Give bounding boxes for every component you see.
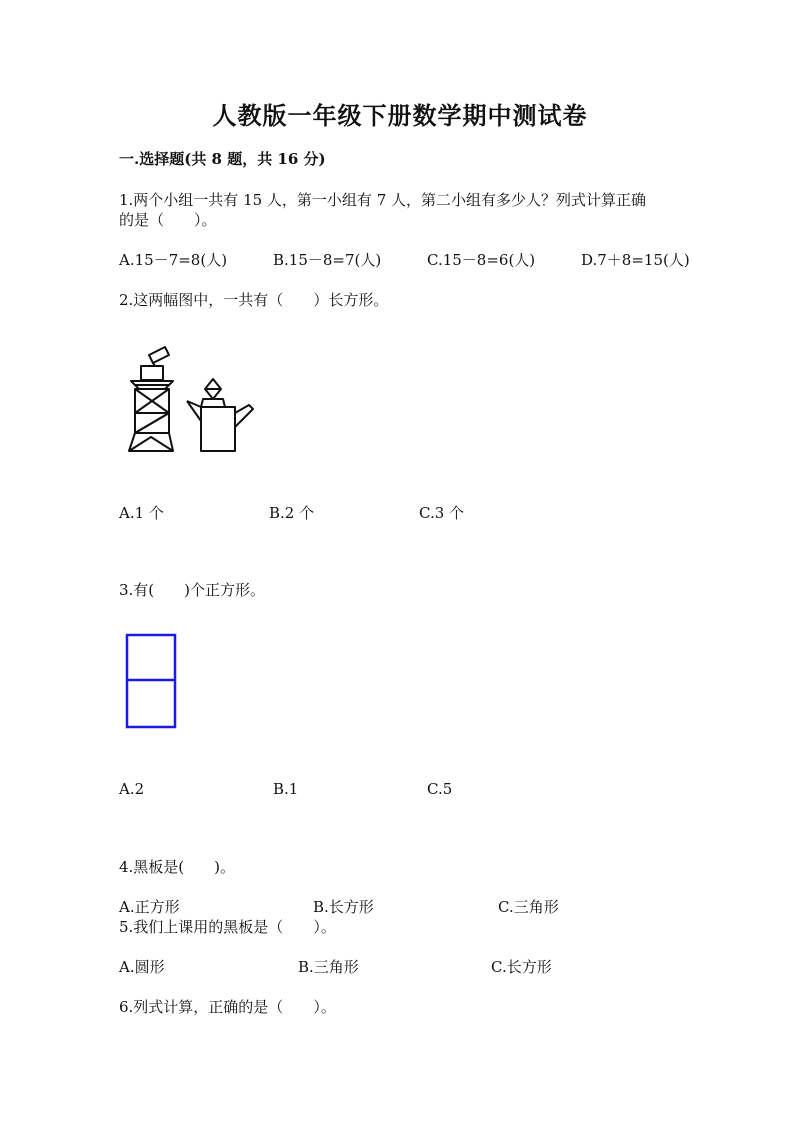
question-5-option-c[interactable]: C.长方形 xyxy=(491,958,552,976)
question-3-option-b[interactable]: B.1 xyxy=(273,780,299,798)
question-3-option-a[interactable]: A.2 xyxy=(119,780,145,798)
question-1-option-d[interactable]: D.7＋8=15(人) xyxy=(581,251,690,269)
tangram-figures-image xyxy=(125,343,260,458)
question-5-text: 5.我们上课用的黑板是（ ）。 xyxy=(119,918,336,936)
question-4-text: 4.黑板是( )。 xyxy=(119,858,236,876)
tangram-figure-right xyxy=(187,379,253,451)
question-1-option-b[interactable]: B.15－8=7(人) xyxy=(273,251,382,269)
question-4-option-b[interactable]: B.长方形 xyxy=(313,898,374,916)
question-2-option-b[interactable]: B.2 个 xyxy=(269,504,315,522)
question-1-option-c[interactable]: C.15－8=6(人) xyxy=(427,251,536,269)
page-title: 人教版一年级下册数学期中测试卷 xyxy=(212,101,588,130)
question-4-option-a[interactable]: A.正方形 xyxy=(119,898,180,916)
question-5-option-a[interactable]: A.圆形 xyxy=(119,958,165,976)
tangram-figure-left xyxy=(129,347,173,451)
two-stacked-squares-image xyxy=(124,632,180,730)
question-3-option-c[interactable]: C.5 xyxy=(427,780,453,798)
question-2-option-c[interactable]: C.3 个 xyxy=(419,504,465,522)
question-1-text-line-2: 的是（ ）。 xyxy=(119,211,217,229)
question-4-option-c[interactable]: C.三角形 xyxy=(498,898,559,916)
question-1-option-a[interactable]: A.15－7=8(人) xyxy=(119,251,228,269)
question-1-text-line-1: 1.两个小组一共有 15 人，第一小组有 7 人，第二小组有多少人？列式计算正确 xyxy=(119,191,647,209)
section-heading: 一.选择题(共 8 题，共 16 分) xyxy=(119,150,326,168)
question-3-text: 3.有( )个正方形。 xyxy=(119,581,266,599)
question-2-text: 2.这两幅图中，一共有（ ）长方形。 xyxy=(119,291,389,309)
question-2-option-a[interactable]: A.1 个 xyxy=(119,504,164,522)
question-6-text: 6.列式计算，正确的是（ ）。 xyxy=(119,998,336,1016)
question-5-option-b[interactable]: B.三角形 xyxy=(298,958,359,976)
